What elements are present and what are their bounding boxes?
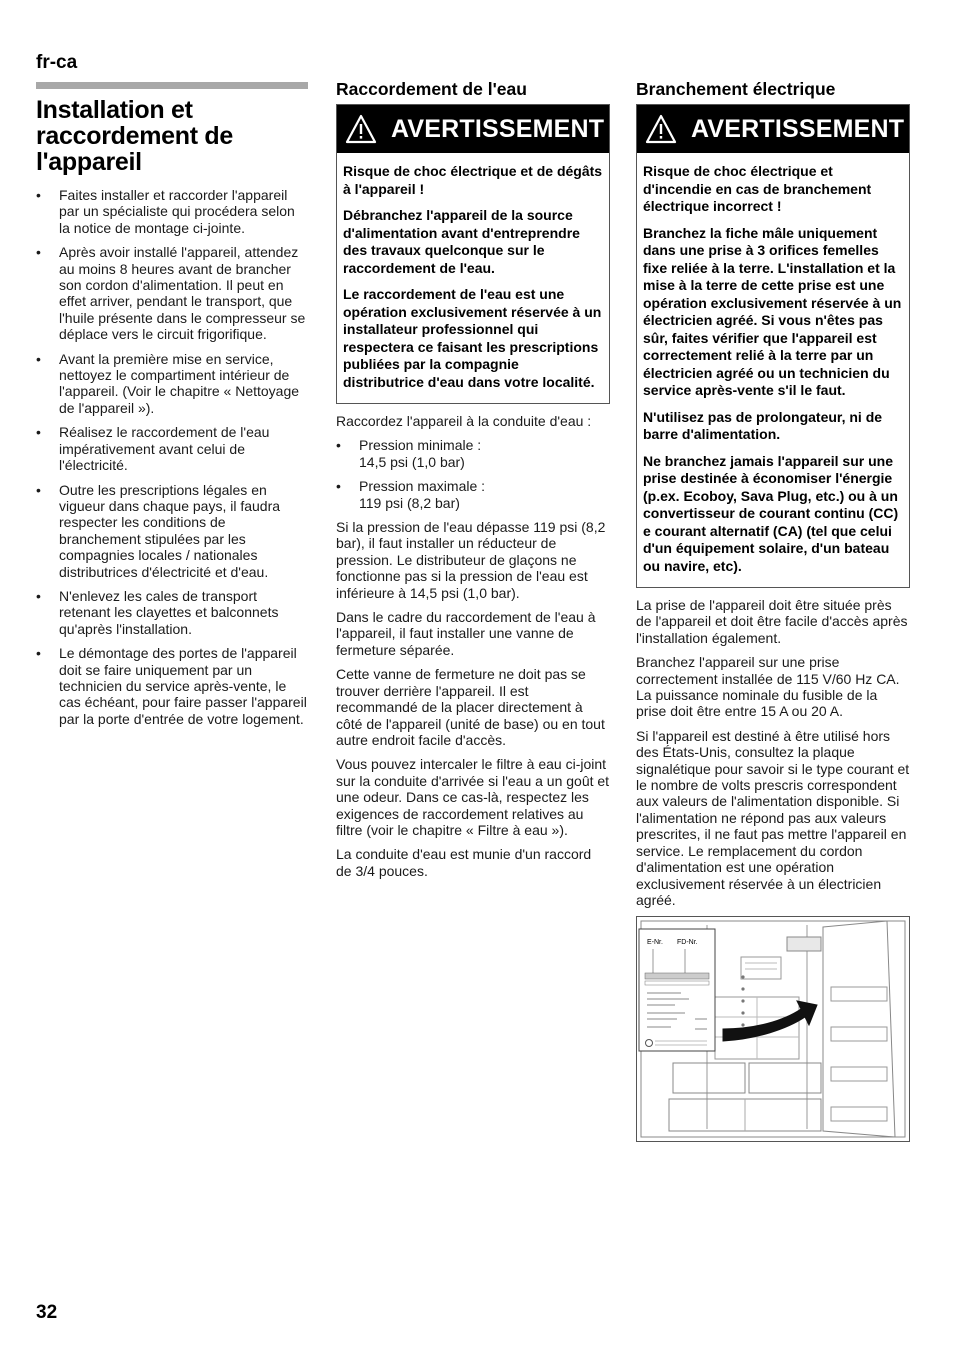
rating-plate-figure: [636, 916, 910, 1142]
section-rule: [36, 82, 308, 89]
list-item: • Outre les prescriptions légales en vigueur dans chaque pays, il faudra respecter les conditions de branchement stipulées par les compagnies locales / nationales distributrices d'électricité et d'eau.: [36, 482, 308, 580]
warning-paragraph: N'utilisez pas de prolongateur, ni de barre d'alimentation.: [643, 408, 883, 442]
warning-title: AVERTISSEMENT: [691, 114, 905, 143]
paragraph: La conduite d'eau est munie d'un raccord de 3/4 pouces.: [336, 846, 592, 879]
warning-title: AVERTISSEMENT: [391, 114, 605, 143]
electrical-warning-box: [636, 104, 910, 588]
paragraph: Cette vanne de fermeture ne doit pas se trouver derrière l'appareil. Il est recommandé de la placer directement à côté de l'appareil (unité de base) ou en tout autre endroit facile d'accès.: [336, 666, 605, 748]
warning-body: [637, 153, 909, 587]
warning-paragraph: Ne branchez jamais l'appareil sur une prise destinée à économiser l'énergie (p.ex. Ecoboy, Sava Plug, etc.) ou à un convertisseur de courant continu (CC) e courant alternatif (CA) (tel que celui d'un équipement solaire, d'un bateau ou navire, etc).: [643, 452, 899, 574]
paragraph: Raccordez l'appareil à la conduite d'eau :: [336, 413, 592, 429]
water-connection-column: [336, 78, 610, 887]
list-item: [336, 478, 610, 511]
e-nr-label: E-Nr.: [647, 939, 663, 947]
list-item: • Faites installer et raccorder l'appareil par un spécialiste qui procédera selon la notice de montage ci-jointe.: [36, 187, 308, 236]
water-text: [336, 413, 610, 879]
fd-nr-label: FD-Nr.: [677, 939, 698, 947]
warning-header: [637, 105, 909, 153]
electrical-heading: Branchement électrique: [636, 79, 836, 99]
water-heading: Raccordement de l'eau: [336, 79, 527, 99]
list-item: • Avant la première mise en service, nettoyez le compartiment intérieur de l'appareil. (Voir le chapitre « Nettoyage de l'appareil »).: [36, 351, 308, 417]
list-item: • Réalisez le raccordement de l'eau impérativement avant celui de l'électricité.: [36, 424, 308, 473]
installation-column: [36, 82, 308, 735]
pressure-label: • Pression minimale :: [359, 437, 482, 454]
pressure-list: [336, 437, 610, 511]
paragraph: Branchez l'appareil sur une prise correctement installée de 115 V/60 Hz CA. La puissance nominale du fusible de la prise doit être entre 15 A ou 20 A.: [636, 654, 900, 720]
list-item: • Après avoir installé l'appareil, attendez au moins 8 heures avant de brancher son cordon d'alimentation. Il peut en effet arriver, pendant le transport, que l'huile présente dans le compresseur se déplace vers le circuit frigorifique.: [36, 244, 308, 342]
warning-paragraph: Branchez la fiche mâle uniquement dans une prise à 3 orifices femelles fixe reliée à la terre. L'installation et la mise à la terre de cette prise est une opération exclusivement réservée à un électricien agréé. Si vous n'êtes pas sûr, faites vérifier que l'appareil est correctement relié à la terre par un électricien agréé ou un technicien du service après-vente s'il le faut.: [643, 224, 902, 398]
paragraph: Si la pression de l'eau dépasse 119 psi (8,2 bar), il faut installer un réducteur de pression. Le distributeur de glaçons ne fonctionne pas si la pression de l'eau est inférieure à 14,5 psi (1,0 bar).: [336, 519, 606, 601]
water-warning-box: [336, 104, 610, 404]
warning-paragraph: Risque de choc électrique et de dégâts à l'appareil !: [343, 163, 603, 197]
list-item: [336, 437, 610, 470]
pressure-value: 14,5 psi (1,0 bar): [359, 453, 465, 470]
paragraph: La prise de l'appareil doit être située près de l'appareil et doit être facile d'accès après l'installation également.: [636, 597, 908, 646]
list-item: • N'enlevez les cales de transport retenant les clayettes et balconnets qu'après l'installation.: [36, 588, 308, 637]
paragraph: Si l'appareil est destiné à être utilisé hors des États-Unis, consultez la plaque signalétique pour savoir si le type courant et le nombre de volts prescris correspondent aux valeurs de l'alimentation disponible. Si l'alimentation ne répond pas aux valeurs prescrites, il ne faut pas mettre l'appareil en service. Le remplacement du cordon d'alimentation est une opération exclusivement réservée à un électricien agréé.: [636, 727, 910, 908]
page-title: Installation et raccordement de l'appareil: [36, 96, 233, 176]
paragraph: Vous pouvez intercaler le filtre à eau ci-joint sur la conduite d'arrivée si l'eau a un goût et une odeur. Dans ce cas-là, respectez les exigences de raccordement relatives au filtre (voir le chapitre « Filtre à eau »).: [336, 756, 610, 838]
list-item: • Le démontage des portes de l'appareil doit se faire uniquement par un technicien du service après-vente, le cas échéant, pour faire passer l'appareil par la porte d'entrée de votre logement.: [36, 645, 308, 727]
page-number: 32: [36, 1302, 58, 1323]
warning-header: [337, 105, 609, 153]
pressure-value: 119 psi (8,2 bar): [359, 494, 460, 511]
language-code: fr-ca: [36, 52, 78, 73]
arrow-pointer-icon: [723, 1001, 817, 1041]
electrical-column: [636, 78, 910, 1142]
paragraph: Dans le cadre du raccordement de l'eau à l'appareil, il faut installer une vanne de fermeture séparée.: [336, 609, 596, 658]
warning-paragraph: Le raccordement de l'eau est une opération exclusivement réservée à un installateur professionnel qui respectera ce faisant les prescriptions publiées par la compagnie distributrice d'eau dans votre localité.: [343, 286, 602, 390]
electrical-text: [636, 597, 910, 908]
installation-list: [36, 187, 308, 727]
warning-triangle-icon: [645, 114, 677, 144]
warning-triangle-icon: [345, 114, 377, 144]
warning-paragraph: Risque de choc électrique et d'incendie en cas de branchement électrique incorrect !: [643, 163, 872, 214]
warning-body: [337, 153, 609, 403]
warning-paragraph: Débranchez l'appareil de la source d'alimentation avant d'entreprendre des travaux quelconque sur le raccordement de l'eau.: [343, 207, 580, 276]
fridge-interior-illustration: [637, 917, 909, 1141]
pressure-label: • Pression maximale :: [359, 478, 486, 495]
